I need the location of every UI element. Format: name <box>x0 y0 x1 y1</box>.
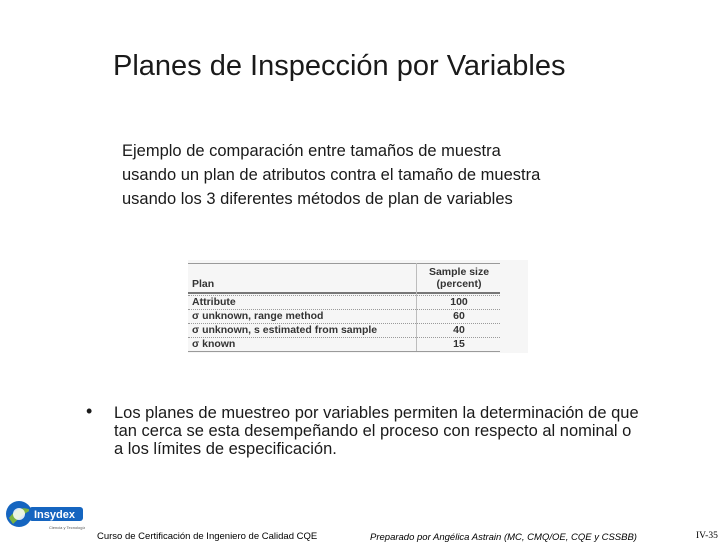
intro-line: Ejemplo de comparación entre tamaños de muestra <box>122 142 501 160</box>
bullet-line: a los límites de especificación. <box>114 440 337 458</box>
page-number: IV-35 <box>696 531 718 541</box>
logo-icon <box>5 494 85 534</box>
footer-author: Preparado por Angélica Astrain (MC, CMQ/OE, CQE y CSSBB) <box>370 532 637 543</box>
insydex-logo <box>5 494 85 534</box>
sample-size-table <box>188 260 528 353</box>
footer-course: Curso de Certificación de Ingeniero de Calidad CQE <box>97 531 318 542</box>
bullet-icon: • <box>86 401 93 421</box>
intro-line: usando los 3 diferentes métodos de plan de variables <box>122 190 513 208</box>
table-row: Attribute 100 <box>188 295 500 309</box>
intro-line: usando un plan de atributos contra el tamaño de muestra <box>122 166 541 184</box>
table-row: σ unknown, s estimated from sample 40 <box>188 323 500 337</box>
bullet-line: tan cerca se esta desempeñando el proceso con respecto al nominal o <box>114 422 632 440</box>
table-row: σ unknown, range method 60 <box>188 309 500 323</box>
table-header-sample-size: Sample size (percent) <box>428 266 490 290</box>
intro-text <box>122 139 662 211</box>
bullet-line: Los planes de muestreo por variables permiten la determinación de que <box>114 404 639 422</box>
svg-text:Insydex: Insydex <box>34 509 75 521</box>
table-row: σ known 15 <box>188 337 500 351</box>
table-header-plan: Plan <box>192 278 215 290</box>
slide-title: Planes de Inspección por Variables <box>113 50 566 82</box>
svg-text:Ciencia y Tecnología: Ciencia y Tecnología <box>49 525 85 530</box>
